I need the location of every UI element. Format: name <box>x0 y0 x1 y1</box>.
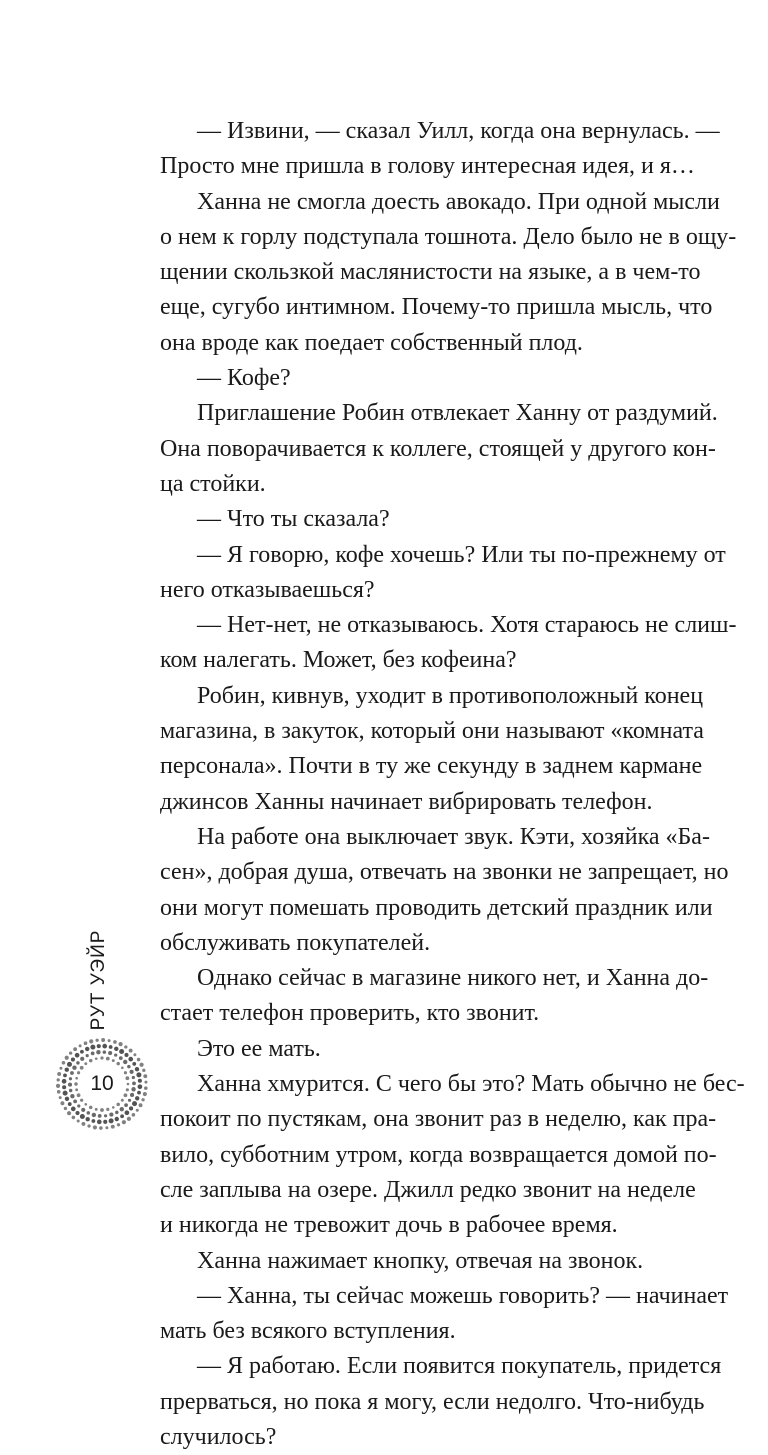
text-line: — Я говорю, кофе хочешь? Или ты по-прежнему от <box>197 541 726 568</box>
text-line: еще, сугубо интимном. Почему-то пришла мысль, что <box>160 294 713 321</box>
text-line: она вроде как поедает собственный плод. <box>160 329 583 356</box>
text-line: Приглашение Робин отвлекает Ханну от раздумий. <box>197 400 718 427</box>
text-line: Ханна хмурится. С чего бы это? Мать обычно не бес- <box>197 1071 745 1098</box>
text-line: Она поворачивается к коллеге, стоящей у другого кон- <box>160 435 716 462</box>
text-line: Ханна не смогла доесть авокадо. При одной мысли <box>197 188 720 215</box>
text-line: — Извини, — сказал Уилл, когда она вернулась. — <box>197 118 720 144</box>
text-line: На работе она выключает звук. Кэти, хозяйка «Ба- <box>197 823 710 850</box>
running-head <box>84 929 114 1031</box>
text-line: ца стойки. <box>160 470 266 497</box>
text-line: покоит по пустякам, она звонит раз в неделю, как пра- <box>160 1106 717 1133</box>
text-line: — Я работаю. Если появится покупатель, придется <box>197 1353 722 1380</box>
page-number: 10 <box>90 1072 114 1095</box>
text-line: стает телефон проверить, кто звонит. <box>160 1000 540 1027</box>
text-line: сле заплыва на озере. Джилл редко звонит на неделе <box>160 1176 696 1203</box>
text-line: Просто мне пришла в голову интересная идея, и я… <box>160 153 695 180</box>
text-line: ком налегать. Может, без кофеина? <box>160 647 517 674</box>
text-line: Ханна нажимает кнопку, отвечая на звонок. <box>197 1247 644 1274</box>
text-line: персонала». Почти в ту же секунду в заднем кармане <box>160 753 703 780</box>
text-line: — Ханна, ты сейчас можешь говорить? — начинает <box>197 1282 729 1309</box>
text-line: — Что ты сказала? <box>197 506 390 533</box>
text-line: случилось? <box>160 1423 277 1450</box>
text-line: — Кофе? <box>197 365 291 392</box>
text-line: сен», добрая душа, отвечать на звонки не запрещает, но <box>160 859 729 886</box>
text-line: о нем к горлу подступала тошнота. Дело было не в ощу- <box>160 223 737 250</box>
body-text <box>160 114 745 1455</box>
author-name: РУТ УЭЙР <box>88 929 109 1031</box>
text-line: него отказываешься? <box>160 576 375 603</box>
text-line: обслуживать покупателей. <box>160 929 431 956</box>
text-line: Это ее мать. <box>197 1035 321 1062</box>
text-line: они могут помешать проводить детский праздник или <box>160 894 713 921</box>
text-line: — Нет-нет, не отказываюсь. Хотя стараюсь не слиш- <box>197 612 737 639</box>
text-line: щении скользкой маслянистости на языке, а в чем-то <box>160 259 701 286</box>
text-line: прерваться, но пока я могу, если недолго. Что-нибудь <box>160 1388 705 1415</box>
text-line: магазина, в закуток, который они называют «комната <box>160 718 704 745</box>
text-line: вило, субботним утром, когда возвращается домой по- <box>160 1141 717 1168</box>
text-line: Однако сейчас в магазине никого нет, и Ханна до- <box>197 965 709 992</box>
text-line: и никогда не тревожит дочь в рабочее время. <box>160 1212 618 1239</box>
text-line: Робин, кивнув, уходит в противоположный конец <box>197 682 704 709</box>
text-line: мать без всякого вступления. <box>160 1318 456 1345</box>
text-line: джинсов Ханны начинает вибрировать телефон. <box>160 788 653 815</box>
page-number-badge <box>54 1036 150 1132</box>
